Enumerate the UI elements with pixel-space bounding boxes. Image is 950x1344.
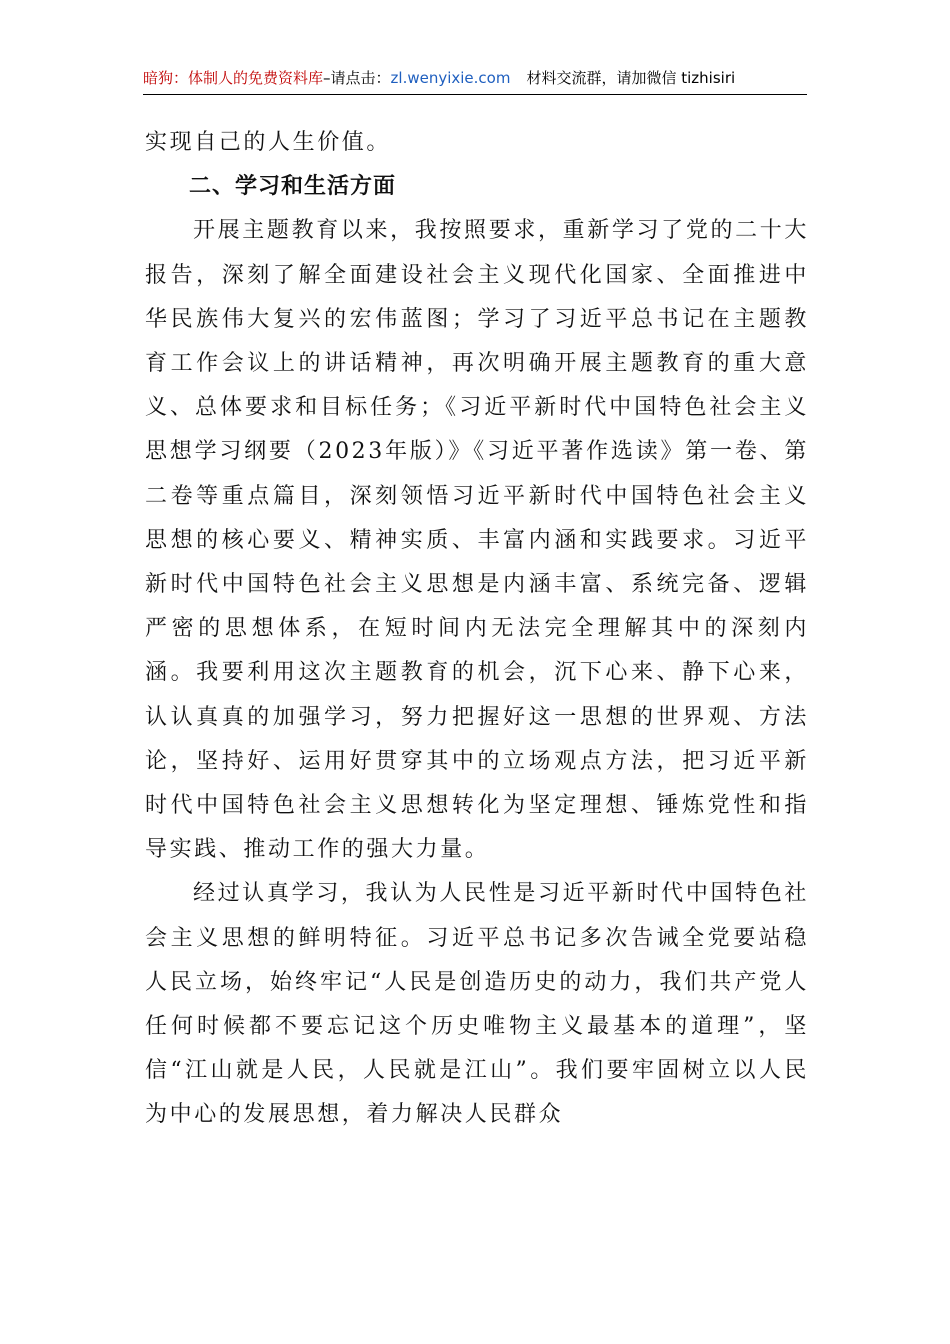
page-header [143,66,807,95]
paragraph-2: 经过认真学习，我认为人民性是习近平新时代中国特色社会主义思想的鲜明特征。习近平总书记多次告诫全党要站稳人民立场，始终牢记“人民是创造历史的动力，我们共产党人任何时候都不要忘记这个历史唯物主义最基本的道理”，坚信“江山就是人民，人民就是江山”。我们要牢固树立以人民为中心的发展思想，着力解决人民群众 [145,881,809,1128]
header-link[interactable]: zl.wenyixie.com [390,69,511,87]
section-heading: 二、学习和生活方面 [189,174,397,200]
header-brand: 暗狗：体制人的免费资料库 [143,69,324,87]
paragraph-1: 开展主题教育以来，我按照要求，重新学习了党的二十大报告，深刻了解全面建设社会主义现代化国家、全面推进中华民族伟大复兴的宏伟蓝图；学习了习近平总书记在主题教育工作会议上的讲话精神，再次明确开展主题教育的重大意义、总体要求和目标任务；《习近平新时代中国特色社会主义思想学习纲要（2023年版）》《习近平著作选读》第一卷、第二卷等重点篇目，深刻领悟习近平新时代中国特色社会主义思想的核心要义、精神实质、丰富内涵和实践要求。习近平新时代中国特色社会主义思想是内涵丰富、系统完备、逻辑严密的思想体系，在短时间内无法完全理解其中的深刻内涵。我要利用这次主题教育的机会，沉下心来、静下心来，认认真真的加强学习，努力把握好这一思想的世界观、方法论，坚持好、运用好贯穿其中的立场观点方法，把习近平新时代中国特色社会主义思想转化为坚定理想、锤炼党性和指导实践、推动工作的强大力量。 [145,218,809,863]
document-body [145,121,809,1138]
header-prefix: –请点击： [323,69,391,87]
header-contact: 材料交流群，请加微信 tizhisiri [526,69,736,87]
continuation-text: 实现自己的人生价值。 [145,130,392,155]
